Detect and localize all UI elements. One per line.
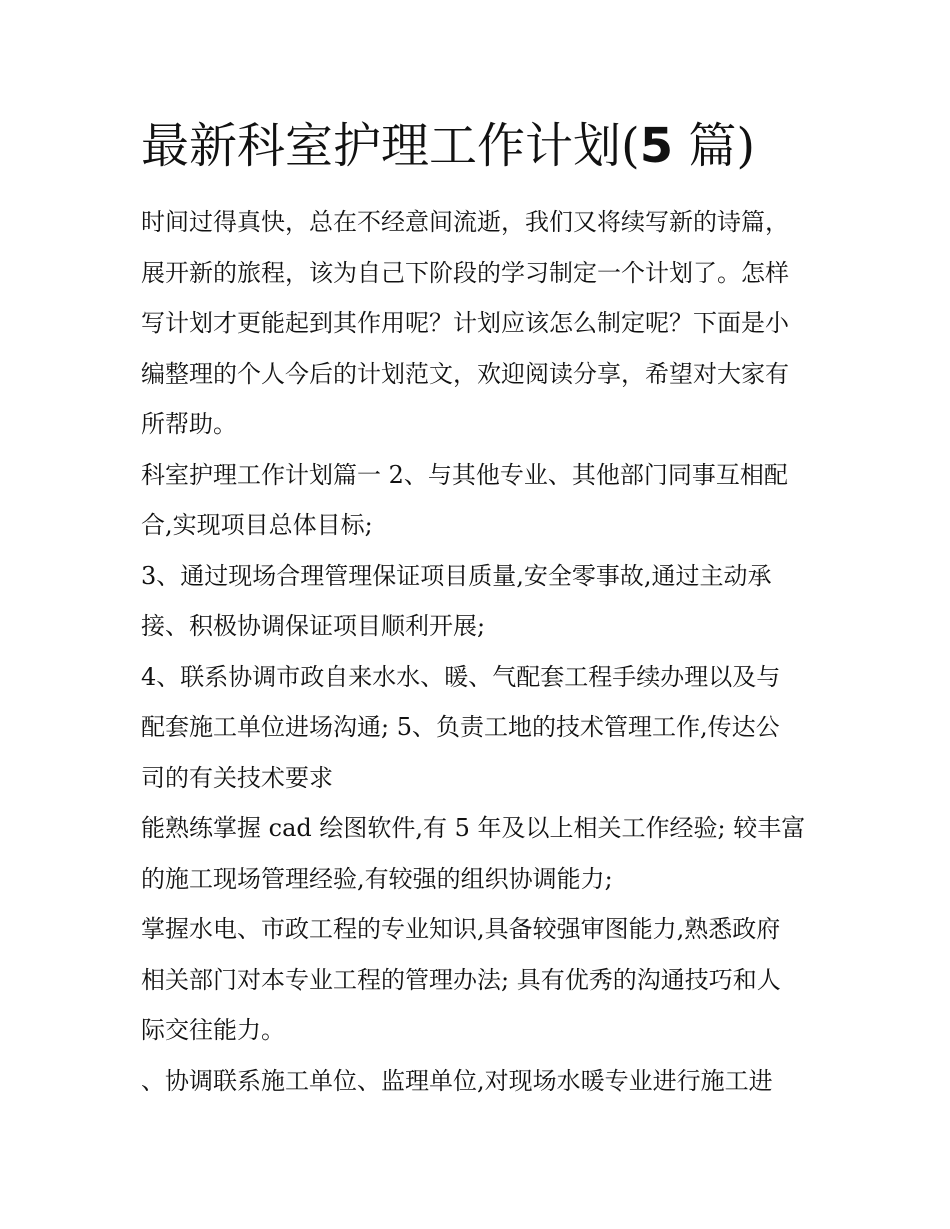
text-line: 编整理的个人今后的计划范文，欢迎阅读分享，希望对大家有 (141, 359, 789, 388)
text-line: 的施工现场管理经验,有较强的组织协调能力; (141, 864, 613, 893)
text-line: 科室护理工作计划篇一 2、与其他专业、其他部门同事互相配 (141, 460, 788, 489)
text-line: 配套施工单位进场沟通; 5、负责工地的技术管理工作,传达公 (141, 713, 780, 741)
text-line: 时间过得真快，总在不经意间流逝，我们又将续写新的诗篇， (141, 208, 789, 236)
text-line: 相关部门对本专业工程的管理办法; 具有优秀的沟通技巧和人 (141, 965, 781, 994)
text-line: 写计划才更能起到其作用呢？计划应该怎么制定呢？下面是小 (141, 309, 789, 337)
paragraph-item-2 (141, 450, 811, 551)
paragraph-requirements (141, 803, 811, 904)
paragraph-item-4 (141, 652, 811, 804)
text-line: 、协调联系施工单位、监理单位,对现场水暖专业进行施工进 (141, 1066, 773, 1095)
title-end: 篇) (673, 118, 756, 174)
paragraph-coordination (141, 1056, 811, 1107)
text-line: 4、联系协调市政自来水水、暖、气配套工程手续办理以及与 (141, 662, 781, 691)
document-body (141, 197, 811, 1106)
text-line: 际交往能力。 (141, 1016, 285, 1044)
paragraph-item-3 (141, 551, 811, 652)
text-line: 所帮助。 (141, 410, 237, 438)
text-line: 3、通过现场合理管理保证项目质量,安全零事故,通过主动承 (141, 561, 772, 590)
text-line: 掌握水电、市政工程的专业知识,具备较强审图能力,熟悉政府 (141, 915, 781, 943)
text-line: 司的有关技术要求 (141, 763, 333, 792)
title-number: 5 (639, 118, 674, 174)
document-title (141, 114, 841, 178)
text-line: 接、积极协调保证项目顺利开展; (141, 612, 486, 640)
title-main: 最新科室护理工作计划( (141, 118, 640, 174)
text-line: 展开新的旅程，该为自己下阶段的学习制定一个计划了。怎样 (141, 258, 789, 287)
text-line: 合,实现项目总体目标; (141, 511, 373, 539)
paragraph-skills (141, 904, 811, 1056)
text-line: 能熟练掌握 cad 绘图软件,有 5 年及以上相关工作经验; 较丰富 (141, 814, 806, 842)
paragraph-intro (141, 197, 811, 450)
